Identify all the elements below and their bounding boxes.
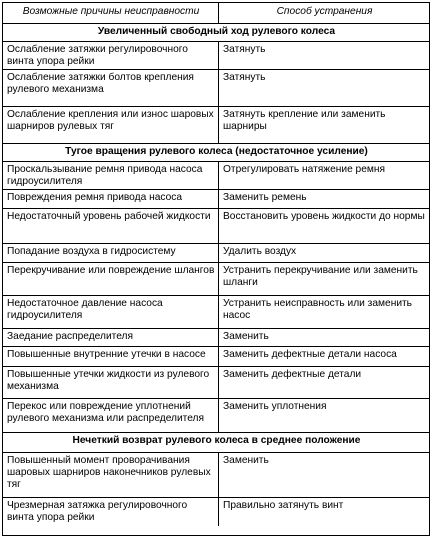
table-row: [3, 398, 429, 432]
remedy-cell: Заменить дефектные детали: [223, 369, 362, 380]
table-row: [3, 366, 429, 398]
header-remedy: Способ устранения: [276, 6, 373, 17]
cause-cell: Попадание воздуха в гидросистему: [3, 244, 219, 262]
cause-cell: Ослабление затяжки регулировочного винта упора рейки: [3, 42, 219, 69]
section-header: [3, 23, 429, 41]
section-header: [3, 432, 429, 452]
cause-cell: Повышенные утечки жидкости из рулевого механизма: [3, 367, 219, 398]
table-row: [3, 243, 429, 262]
cause-cell: Чрезмерная затяжка регулировочного винта упора рейки: [3, 498, 219, 526]
remedy-cell: Затянуть: [223, 44, 266, 55]
cause-cell: Перекос или повреждение уплотнений рулевого механизма или распределителя: [3, 399, 219, 432]
section-header: [3, 143, 429, 161]
troubleshooting-table: [2, 2, 430, 536]
table-row: [3, 295, 429, 328]
table-row: [3, 161, 429, 189]
cause-cell: Повреждения ремня привода насоса: [3, 190, 219, 208]
cause-cell: Повышенный момент проворачивания шаровых шарниров наконечников рулевых тяг: [3, 453, 219, 497]
table-row: [3, 346, 429, 366]
table-row: [3, 262, 429, 295]
remedy-cell: Восстановить уровень жидкости до нормы: [223, 211, 425, 222]
table-row: [3, 452, 429, 497]
remedy-cell: Устранить неисправность или заменить насос: [223, 298, 412, 321]
remedy-cell: Правильно затянуть винт: [223, 500, 344, 511]
table-row: [3, 208, 429, 243]
cause-cell: Повышенные внутренние утечки в насосе: [3, 347, 219, 366]
table-row: [3, 106, 429, 143]
cause-cell: Перекручивание или повреждение шлангов: [3, 263, 219, 295]
remedy-cell: Удалить воздух: [223, 246, 297, 257]
remedy-cell: Устранить перекручивание или заменить шланги: [223, 265, 418, 288]
cause-cell: Заедание распределителя: [3, 329, 219, 346]
table-row: [3, 328, 429, 346]
cause-cell: Проскальзывание ремня привода насоса гидроусилителя: [3, 162, 219, 189]
remedy-cell: Заменить: [223, 331, 269, 342]
cause-cell: Ослабление затяжки болтов крепления рулевого механизма: [3, 70, 219, 106]
header-causes: Возможные причины неисправности: [3, 3, 219, 23]
remedy-cell: Заменить ремень: [223, 192, 307, 203]
section-title: Тугое вращения рулевого колеса (недостаточное усиление): [65, 146, 368, 157]
section-title: Нечеткий возврат рулевого колеса в среднее положение: [72, 435, 361, 446]
table-row: [3, 189, 429, 208]
remedy-cell: Затянуть: [223, 72, 266, 83]
cause-cell: Недостаточный уровень рабочей жидкости: [3, 209, 219, 243]
table-header-row: [3, 3, 429, 23]
cause-cell: Ослабление крепления или износ шаровых шарниров рулевых тяг: [3, 107, 219, 143]
table-row: [3, 41, 429, 69]
remedy-cell: Заменить уплотнения: [223, 401, 327, 412]
remedy-cell: Заменить: [223, 455, 269, 466]
remedy-cell: Затянуть крепление или заменить шарниры: [223, 109, 386, 132]
cause-cell: Недостаточное давление насоса гидроусилителя: [3, 296, 219, 328]
remedy-cell: Отрегулировать натяжение ремня: [223, 164, 386, 175]
table-row: [3, 69, 429, 106]
table-row: [3, 497, 429, 526]
section-title: Увеличенный свободный ход рулевого колеса: [97, 26, 336, 37]
remedy-cell: Заменить дефектные детали насоса: [223, 349, 397, 360]
